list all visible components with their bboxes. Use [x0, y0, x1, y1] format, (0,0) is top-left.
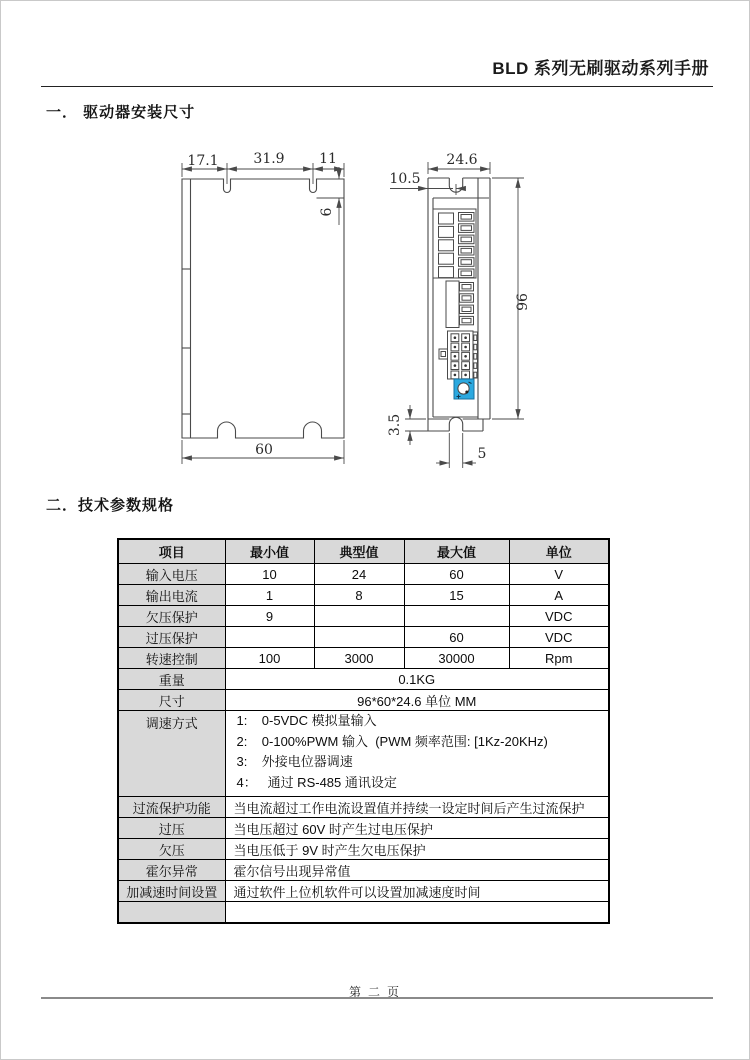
typ-cell: 8: [314, 585, 404, 606]
table-row: [118, 606, 609, 627]
unit-cell: VDC: [509, 606, 609, 627]
description-cell: [225, 902, 609, 924]
value-cell: 0.1KG: [225, 669, 609, 690]
table-row: [118, 669, 609, 690]
item-cell: 过流保护功能: [118, 797, 225, 818]
min-cell: 10: [225, 564, 314, 585]
item-cell: 重量: [118, 669, 225, 690]
front-view-outline: [182, 179, 344, 438]
description-cell: 当电压低于 9V 时产生欠电压保护: [225, 839, 609, 860]
table-row: [118, 627, 609, 648]
description-cell: 通过软件上位机软件可以设置加减速度时间: [225, 881, 609, 902]
max-cell: 60: [404, 627, 509, 648]
item-cell: 过压: [118, 818, 225, 839]
table-row: [118, 839, 609, 860]
document-title: BLD 系列无刷驱动系列手册: [492, 59, 709, 78]
typ-cell: [314, 627, 404, 648]
dimension-label: 5: [477, 446, 487, 462]
item-cell: 欠压保护: [118, 606, 225, 627]
speed-modes-cell: [225, 711, 609, 797]
spec-table: [117, 538, 610, 924]
table-header-cell: 单位: [509, 539, 609, 564]
min-cell: 100: [225, 648, 314, 669]
max-cell: 15: [404, 585, 509, 606]
potentiometer: [454, 379, 474, 399]
table-row: [118, 585, 609, 606]
max-cell: 60: [404, 564, 509, 585]
dimension-label: 3.5: [387, 413, 403, 437]
unit-cell: VDC: [509, 627, 609, 648]
item-cell: 输出电流: [118, 585, 225, 606]
description-cell: 当电压超过 60V 时产生过电压保护: [225, 818, 609, 839]
min-cell: 9: [225, 606, 314, 627]
item-cell: 加减速时间设置: [118, 881, 225, 902]
section-2-heading: 二．技术参数规格: [46, 497, 175, 514]
max-cell: 30000: [404, 648, 509, 669]
item-cell: 过压保护: [118, 627, 225, 648]
table-row: [118, 818, 609, 839]
section-1-heading: 一． 驱动器安装尺寸: [46, 104, 196, 121]
item-cell: 霍尔异常: [118, 860, 225, 881]
table-row: [118, 690, 609, 711]
item-cell: 输入电压: [118, 564, 225, 585]
dimension-label: 6: [319, 207, 335, 217]
typ-cell: 3000: [314, 648, 404, 669]
description-cell: 当电流超过工作电流设置值并持续一设定时间后产生过流保护: [225, 797, 609, 818]
title-rule: [41, 86, 713, 87]
typ-cell: [314, 606, 404, 627]
min-cell: [225, 627, 314, 648]
table-header-row: [118, 539, 609, 564]
item-cell: 转速控制: [118, 648, 225, 669]
speed-mode-line: 4： 通过 RS-485 通讯设定: [236, 774, 397, 790]
table-header-cell: 最小值: [225, 539, 314, 564]
dimension-label: 17.1: [187, 153, 219, 169]
typ-cell: 24: [314, 564, 404, 585]
item-cell: 欠压: [118, 839, 225, 860]
unit-cell: Rpm: [509, 648, 609, 669]
table-row: [118, 797, 609, 818]
table-row: [118, 648, 609, 669]
speed-mode-line: 2: 0-100%PWM 输入 (PWM 频率范围: [1Kz-20KHz): [236, 733, 548, 749]
max-cell: [404, 606, 509, 627]
item-cell: [118, 902, 225, 924]
table-header-cell: 典型值: [314, 539, 404, 564]
dimension-label: 96: [515, 293, 531, 311]
dimension-label: 10.5: [389, 171, 421, 187]
unit-cell: V: [509, 564, 609, 585]
table-header-cell: 项目: [118, 539, 225, 564]
speed-mode-line: 3: 外接电位器调速: [236, 754, 353, 769]
unit-cell: A: [509, 585, 609, 606]
item-cell: 尺寸: [118, 690, 225, 711]
table-row: [118, 860, 609, 881]
value-cell: 96*60*24.6 单位 MM: [225, 690, 609, 711]
table-row: [118, 902, 609, 924]
description-cell: 霍尔信号出现异常值: [225, 860, 609, 881]
side-view-connectors: [433, 209, 478, 379]
table-row: [118, 564, 609, 585]
item-cell: 调速方式: [118, 711, 225, 797]
dimension-label: 24.6: [446, 152, 478, 168]
min-cell: 1: [225, 585, 314, 606]
table-row: [118, 881, 609, 902]
dimension-label: 31.9: [253, 151, 285, 167]
page-number: 第 二 页: [348, 985, 401, 999]
installation-dimension-drawing: [1, 126, 750, 486]
speed-mode-line: 1: 0-5VDC 模拟量输入: [236, 713, 377, 728]
footer-rule: [41, 997, 713, 999]
table-header-cell: 最大值: [404, 539, 509, 564]
dimension-label: 60: [255, 442, 273, 458]
table-row: [118, 711, 609, 797]
dimension-label: 11: [319, 151, 337, 167]
